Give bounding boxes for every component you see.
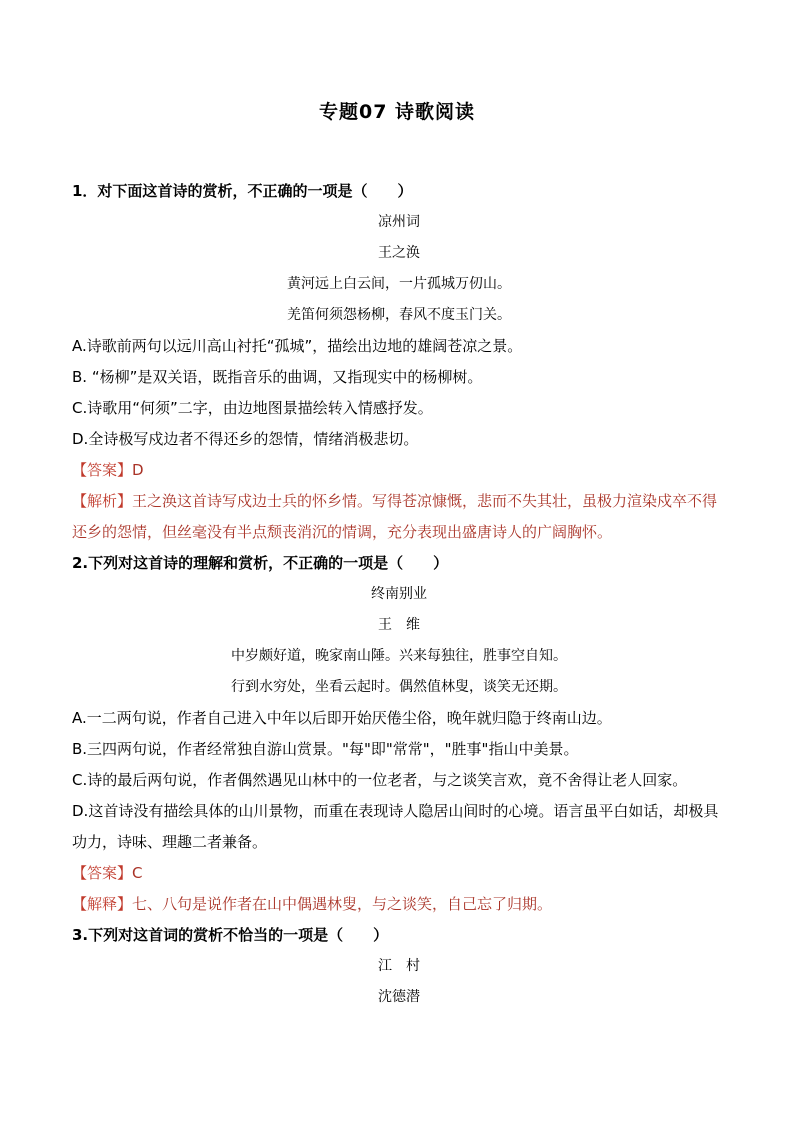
poem-3-title: 江 村 xyxy=(378,958,420,974)
q2-analysis xyxy=(72,889,726,920)
analysis-label: 【解释】 xyxy=(72,895,133,913)
poem-1-title: 凉州词 xyxy=(378,214,420,230)
q2-option-a: A.一二两句说，作者自己进入中年以后即开始厌倦尘俗，晚年就归隐于终南山边。 xyxy=(72,709,612,727)
poem-2-line: 行到水穷处，坐看云起时。偶然值林叟，谈笑无还期。 xyxy=(231,679,567,695)
question-3: 3.下列对这首词的赏析不恰当的一项是（ ） xyxy=(72,926,389,944)
q1-option-a: A.诗歌前两句以远川高山衬托“孤城”，描绘出边地的雄阔苍凉之景。 xyxy=(72,337,523,355)
poem-3-author: 沈德潜 xyxy=(378,989,420,1005)
poem-2-line: 中岁颇好道，晚家南山陲。兴来每独往，胜事空自知。 xyxy=(231,648,567,664)
poem-1-line: 黄河远上白云间，一片孤城万仞山。 xyxy=(287,276,511,292)
question-2: 2.下列对这首诗的理解和赏析，不正确的一项是（ ） xyxy=(72,554,449,572)
q1-option-c: C.诗歌用“何须”二字，由边地图景描绘转入情感抒发。 xyxy=(72,399,433,417)
poem-2-title: 终南别业 xyxy=(371,586,427,602)
q2-option-b: B.三四两句说，作者经常独自游山赏景。"每"即"常常"，"胜事"指山中美景。 xyxy=(72,740,579,758)
q2-option-c: C.诗的最后两句说，作者偶然遇见山林中的一位老者，与之谈笑言欢，竟不舍得让老人回家。 xyxy=(72,771,688,789)
q1-analysis xyxy=(72,486,726,548)
document-body xyxy=(72,176,726,1013)
poem-1-line: 羌笛何须怨杨柳，春风不度玉门关。 xyxy=(287,307,511,323)
question-1: 1．对下面这首诗的赏析，不正确的一项是（ ） xyxy=(72,182,413,200)
answer-label: 【答案】 xyxy=(72,461,133,479)
analysis-label: 【解析】 xyxy=(72,492,133,510)
q1-option-b: B. “杨柳”是双关语，既指音乐的曲调，又指现实中的杨柳树。 xyxy=(72,368,483,386)
analysis-text: 七、八句是说作者在山中偶遇林叟，与之谈笑，自己忘了归期。 xyxy=(132,895,553,913)
analysis-text: 王之涣这首诗写戍边士兵的怀乡情。写得苍凉慷慨，悲而不失其壮，虽极力渲染戍卒不得还乡的怨情，但丝毫没有半点颓丧消沉的情调，充分表现出盛唐诗人的广阔胸怀。 xyxy=(72,492,718,541)
answer-value: D xyxy=(132,461,144,479)
q1-option-d: D.全诗极写戍边者不得还乡的怨情，情绪消极悲切。 xyxy=(72,430,419,448)
q2-answer xyxy=(72,858,726,889)
q2-option-d: D.这首诗没有描绘具体的山川景物，而重在表现诗人隐居山间时的心境。语言虽平白如话，却极具功力，诗味、理趣二者兼备。 xyxy=(72,802,719,851)
answer-label: 【答案】 xyxy=(72,864,133,882)
poem-2-author: 王 维 xyxy=(378,617,420,633)
q1-answer xyxy=(72,455,726,486)
page-title: 专题07 诗歌阅读 xyxy=(318,101,476,123)
poem-1-author: 王之涣 xyxy=(378,245,420,261)
answer-value: C xyxy=(132,864,143,882)
